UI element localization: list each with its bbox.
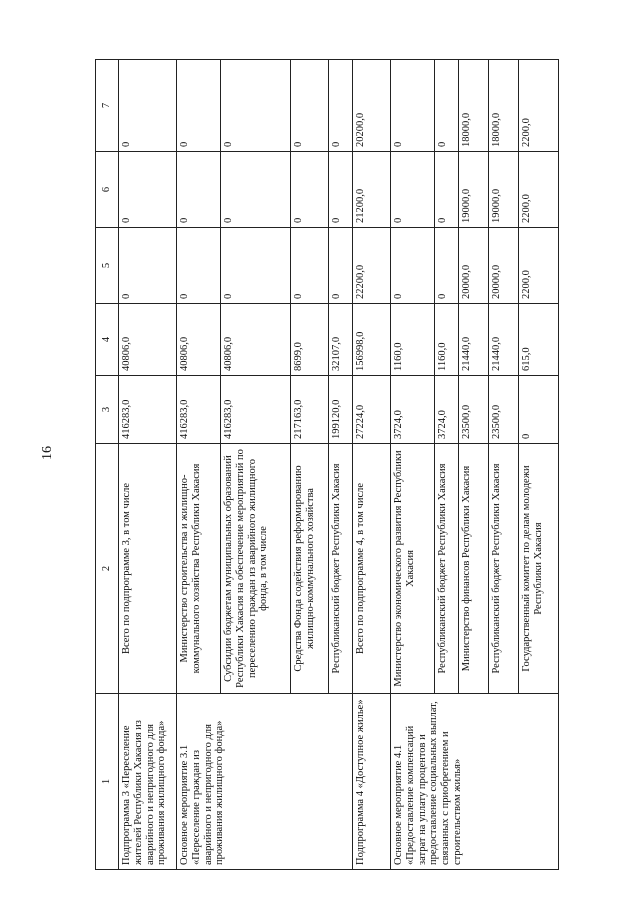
value-cell: 0 <box>329 60 353 152</box>
value-cell: 19000,0 <box>489 152 519 228</box>
source-cell: Министерство строительства и жилищно-коммунального хозяйства Республики Хакасия <box>177 444 221 694</box>
value-cell: 1160,0 <box>435 304 459 376</box>
table-row <box>353 60 391 870</box>
value-cell: 20200,0 <box>353 60 391 152</box>
source-cell: Республиканский бюджет Республики Хакасия <box>435 444 459 694</box>
program-cell: Подпрограмма 3 «Переселение жителей Республики Хакасия из аварийного и непригодного для проживания жилищного фонда» <box>119 694 177 870</box>
value-cell: 0 <box>519 376 559 444</box>
value-cell: 1160,0 <box>391 304 435 376</box>
header-col-7: 7 <box>96 60 119 152</box>
program-cell: Подпрограмма 4 «Доступное жилье» <box>353 694 391 870</box>
value-cell: 21200,0 <box>353 152 391 228</box>
value-cell: 199120,0 <box>329 376 353 444</box>
value-cell: 21440,0 <box>459 304 489 376</box>
value-cell: 18000,0 <box>489 60 519 152</box>
value-cell: 0 <box>391 228 435 304</box>
page-number: 16 <box>40 446 55 460</box>
value-cell: 2200,0 <box>519 228 559 304</box>
source-cell: Средства Фонда содействия реформированию жилищно-коммунального хозяйства <box>291 444 329 694</box>
value-cell: 156998,0 <box>353 304 391 376</box>
source-cell: Всего по подпрограмме 4, в том числе <box>353 444 391 694</box>
value-cell: 0 <box>221 152 291 228</box>
value-cell: 2200,0 <box>519 60 559 152</box>
value-cell: 0 <box>119 60 177 152</box>
value-cell: 0 <box>221 228 291 304</box>
source-cell: Государственный комитет по делам молодежи Республики Хакасия <box>519 444 559 694</box>
source-cell: Республиканский бюджет Республики Хакасия <box>329 444 353 694</box>
header-col-4: 4 <box>96 304 119 376</box>
value-cell: 0 <box>177 228 221 304</box>
source-cell: Субсидии бюджетам муниципальных образований Республики Хакасия на обеспечение мероприятий по переселению граждан из аварийного жилищного фонда, в том числе <box>221 444 291 694</box>
value-cell: 0 <box>177 152 221 228</box>
value-cell: 0 <box>119 228 177 304</box>
value-cell: 3724,0 <box>391 376 435 444</box>
value-cell: 19000,0 <box>459 152 489 228</box>
table-row <box>391 60 435 870</box>
rotated-table-wrapper <box>95 60 544 870</box>
value-cell: 0 <box>329 152 353 228</box>
value-cell: 21440,0 <box>489 304 519 376</box>
value-cell: 18000,0 <box>459 60 489 152</box>
value-cell: 40806,0 <box>221 304 291 376</box>
source-cell: Республиканский бюджет Республики Хакасия <box>489 444 519 694</box>
header-col-3: 3 <box>96 376 119 444</box>
value-cell: 0 <box>391 60 435 152</box>
value-cell: 0 <box>221 60 291 152</box>
source-cell: Министерство экономического развития Республики Хакасия <box>391 444 435 694</box>
value-cell: 23500,0 <box>459 376 489 444</box>
program-cell: Основное мероприятие 3.1 «Переселение граждан из аварийного и непригодного для проживания жилищного фонда» <box>177 694 353 870</box>
value-cell: 217163,0 <box>291 376 329 444</box>
value-cell: 0 <box>435 152 459 228</box>
value-cell: 0 <box>435 228 459 304</box>
source-cell: Министерство финансов Республики Хакасия <box>459 444 489 694</box>
header-col-1: 1 <box>96 694 119 870</box>
value-cell: 615,0 <box>519 304 559 376</box>
program-cell: Основное мероприятие 4.1 «Предоставление компенсаций затрат на уплату процентов и предоставление социальных выплат, связанных с приобретением и строительством жилья» <box>391 694 559 870</box>
table-row <box>177 60 221 870</box>
table-row <box>119 60 177 870</box>
value-cell: 8699,0 <box>291 304 329 376</box>
value-cell: 0 <box>119 152 177 228</box>
financing-table <box>95 59 559 870</box>
value-cell: 23500,0 <box>489 376 519 444</box>
value-cell: 0 <box>391 152 435 228</box>
source-cell: Всего по подпрограмме 3, в том числе <box>119 444 177 694</box>
value-cell: 416283,0 <box>119 376 177 444</box>
value-cell: 27224,0 <box>353 376 391 444</box>
header-row <box>96 60 119 870</box>
value-cell: 2200,0 <box>519 152 559 228</box>
value-cell: 416283,0 <box>221 376 291 444</box>
value-cell: 0 <box>329 228 353 304</box>
value-cell: 3724,0 <box>435 376 459 444</box>
value-cell: 20000,0 <box>489 228 519 304</box>
header-col-5: 5 <box>96 228 119 304</box>
value-cell: 20000,0 <box>459 228 489 304</box>
value-cell: 416283,0 <box>177 376 221 444</box>
value-cell: 0 <box>177 60 221 152</box>
value-cell: 0 <box>291 152 329 228</box>
value-cell: 22200,0 <box>353 228 391 304</box>
value-cell: 40806,0 <box>177 304 221 376</box>
header-col-6: 6 <box>96 152 119 228</box>
value-cell: 0 <box>435 60 459 152</box>
header-col-2: 2 <box>96 444 119 694</box>
value-cell: 0 <box>291 60 329 152</box>
value-cell: 0 <box>291 228 329 304</box>
value-cell: 40806,0 <box>119 304 177 376</box>
rotated-table-frame <box>95 60 544 870</box>
value-cell: 32107,0 <box>329 304 353 376</box>
